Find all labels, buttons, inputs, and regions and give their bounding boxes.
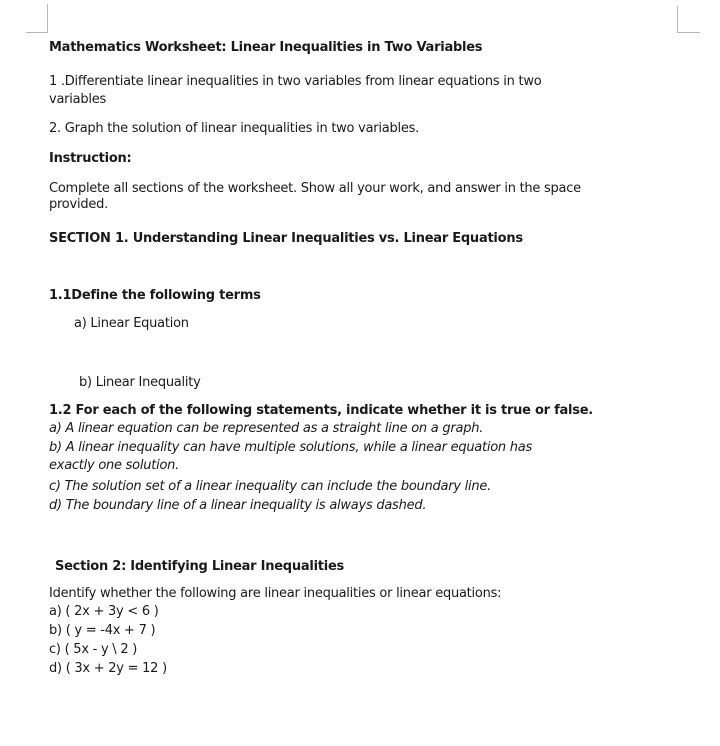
statement-d: d) The boundary line of a linear inequality is always dashed. [49,498,427,513]
section-2-prompt: Identify whether the following are linear inequalities or linear equations: [49,586,502,601]
statement-a: a) A linear equation can be represented as a straight line on a graph. [49,421,484,436]
section-1-heading: SECTION 1. Understanding Linear Inequalities vs. Linear Equations [49,231,523,246]
question-1-2-heading: 1.2 For each of the following statements, indicate whether it is true or false. [49,403,593,418]
objective-2: 2. Graph the solution of linear inequalities in two variables. [49,121,419,136]
item-b: b) ( y = -4x + 7 ) [49,623,156,638]
item-a: a) ( 2x + 3y < 6 ) [49,604,159,619]
crop-mark-top-right [677,6,700,33]
question-1-1-heading: 1.1Define the following terms [49,288,261,303]
section-2-heading: Section 2: Identifying Linear Inequalities [55,559,344,574]
term-linear-inequality: b) Linear Inequality [79,375,201,390]
instruction-line-2: provided. [49,197,108,212]
item-d: d) ( 3x + 2y = 12 ) [49,661,167,676]
objective-1-line-1: 1 .Differentiate linear inequalities in two variables from linear equations in two [49,74,542,89]
worksheet-title: Mathematics Worksheet: Linear Inequalities in Two Variables [49,40,483,55]
statement-b-line-1: b) A linear inequality can have multiple solutions, while a linear equation has [49,440,533,455]
crop-mark-top-left [26,4,48,33]
statement-c: c) The solution set of a linear inequality can include the boundary line. [49,479,491,494]
statement-b-line-2: exactly one solution. [49,458,180,473]
instruction-heading: Instruction: [49,151,132,166]
instruction-line-1: Complete all sections of the worksheet. Show all your work, and answer in the space [49,181,581,196]
term-linear-equation: a) Linear Equation [74,316,189,331]
objective-1-line-2: variables [49,92,106,107]
item-c: c) ( 5x - y \ 2 ) [49,642,138,657]
